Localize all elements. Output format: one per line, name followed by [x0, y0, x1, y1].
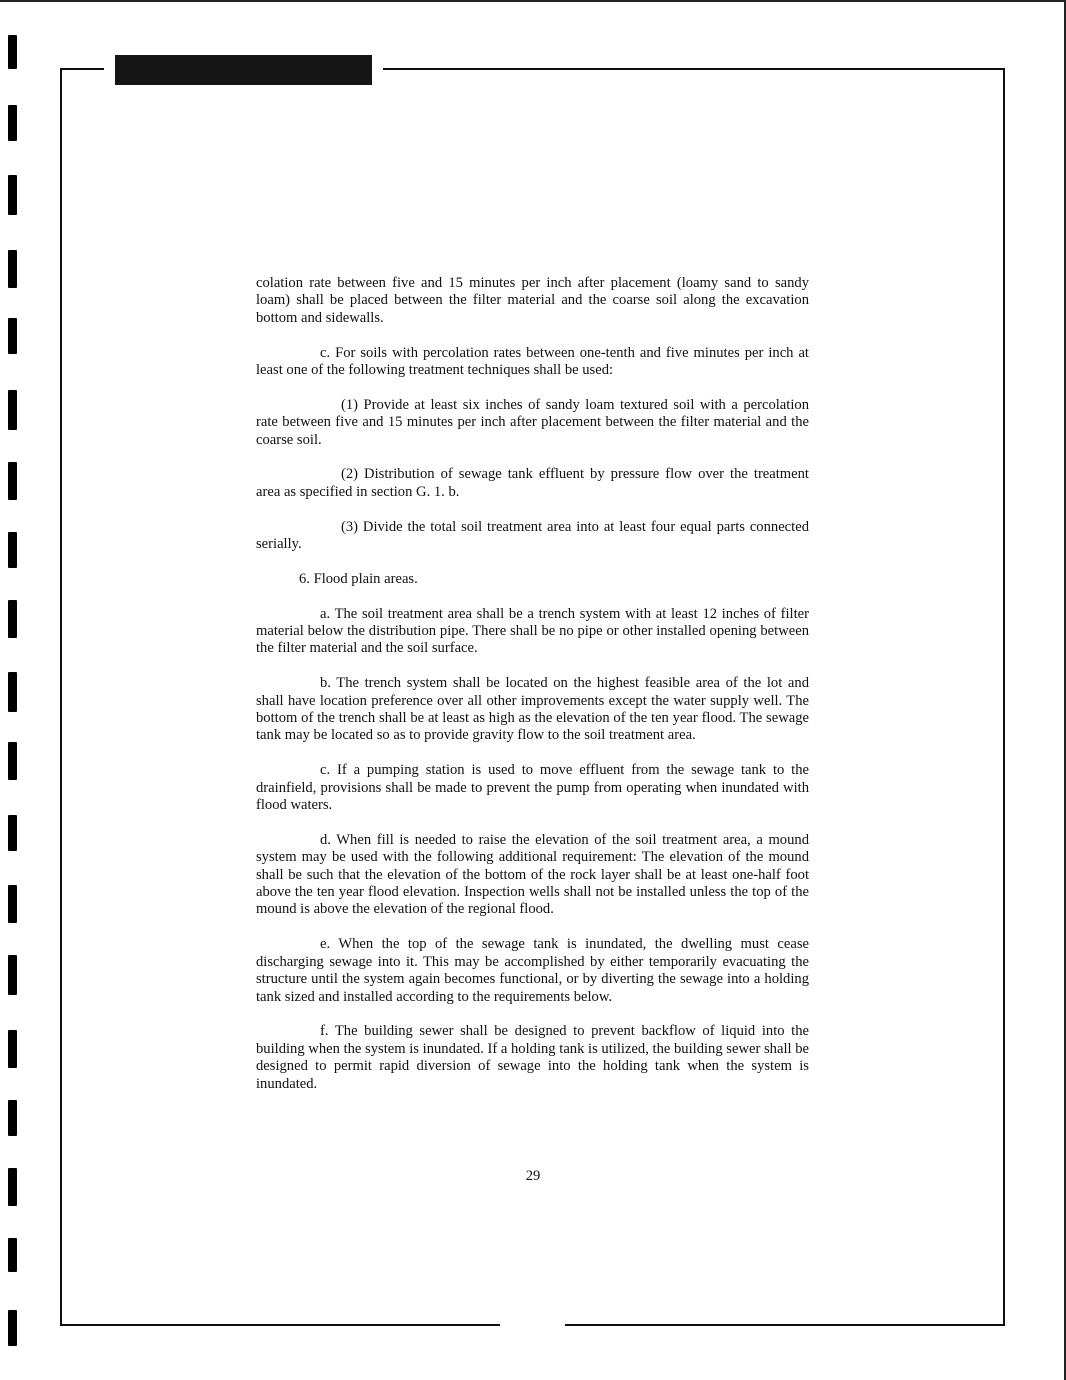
paragraph-c-soils: c. For soils with percolation rates between one-tenth and five minutes per inch at least one of the following treatment techniques shall be used:: [256, 344, 809, 379]
paragraph-d-fill: d. When fill is needed to raise the elevation of the soil treatment area, a mound system may be used with the following additional requirement: The elevation of the mound shall be such that the elevation of the bottom of the rock layer shall be at least one-half foot above the ten year flood elevation. Inspection wells shall not be installed unless the top of the mound is above the elevation of the regional flood.: [256, 831, 809, 918]
binder-mark: [8, 105, 17, 141]
paragraph-c-pumping: c. If a pumping station is used to move effluent from the sewage tank to the drainfield, provisions shall be made to prevent the pump from operating when inundated with flood waters.: [256, 762, 809, 814]
document-body: [256, 275, 809, 1110]
paragraph-percolation-continued: colation rate between five and 15 minutes per inch after placement (loamy sand to sandy loam) shall be placed between the filter material and the coarse soil along the excavation bottom and sidewalls.: [256, 275, 809, 326]
paragraph-a-trench: a. The soil treatment area shall be a trench system with at least 12 inches of filter material below the distribution pipe. There shall be no pipe or other installed opening between the filter material and the soil surface.: [256, 605, 809, 657]
binder-mark: [8, 815, 17, 851]
paragraph-item-3: (3) Divide the total soil treatment area into at least four equal parts connected serially.: [256, 518, 809, 553]
binder-mark: [8, 955, 17, 995]
frame-bottom-left-rule: [60, 1324, 500, 1326]
page-number: 29: [525, 1168, 541, 1184]
binder-mark: [8, 1030, 17, 1068]
section-heading-flood-plain: 6. Flood plain areas.: [299, 570, 418, 587]
frame-top-right-rule: [383, 68, 1005, 70]
frame-left-rule: [60, 68, 62, 1326]
binder-mark: [8, 175, 17, 215]
binder-mark: [8, 600, 17, 638]
binder-mark: [8, 532, 17, 568]
binder-mark: [8, 462, 17, 500]
frame-bottom-right-rule: [565, 1324, 1005, 1326]
binder-mark: [8, 1238, 17, 1272]
binder-mark: [8, 1100, 17, 1136]
paragraph-item-2: (2) Distribution of sewage tank effluent by pressure flow over the treatment area as specified in section G. 1. b.: [256, 466, 809, 500]
frame-right-rule: [1003, 68, 1005, 1326]
redacted-header-bar: [115, 55, 372, 85]
binder-mark: [8, 35, 17, 69]
binder-mark: [8, 1310, 17, 1346]
paragraph-e-inundated: e. When the top of the sewage tank is inundated, the dwelling must cease discharging sewage into it. This may be accomplished by either temporarily evacuating the structure until the system again becomes functional, or by diverting the sewage into a holding tank sized and installed according to the requirements below.: [256, 936, 809, 1005]
paragraph-item-1: (1) Provide at least six inches of sandy loam textured soil with a percolation rate between five and 15 minutes per inch after placement between the filter material and the coarse soil.: [256, 396, 809, 448]
page-edge-top: [0, 0, 1066, 2]
binder-mark: [8, 672, 17, 712]
paragraph-b-location: b. The trench system shall be located on the highest feasible area of the lot and shall have location preference over all other improvements except the water supply well. The bottom of the trench shall be at least as high as the elevation of the ten year flood. The sewage tank may be located so as to provide gravity flow to the soil treatment area.: [256, 675, 809, 744]
binder-mark: [8, 318, 17, 354]
binder-mark: [8, 250, 17, 288]
binder-mark: [8, 885, 17, 923]
frame-top-left-rule: [60, 68, 104, 70]
paragraph-f-sewer: f. The building sewer shall be designed to prevent backflow of liquid into the building when the system is inundated. If a holding tank is utilized, the building sewer shall be designed to permit rapid diversion of sewage into the holding tank when the system is inundated.: [256, 1023, 809, 1092]
binder-mark: [8, 390, 17, 430]
binder-mark: [8, 742, 17, 780]
